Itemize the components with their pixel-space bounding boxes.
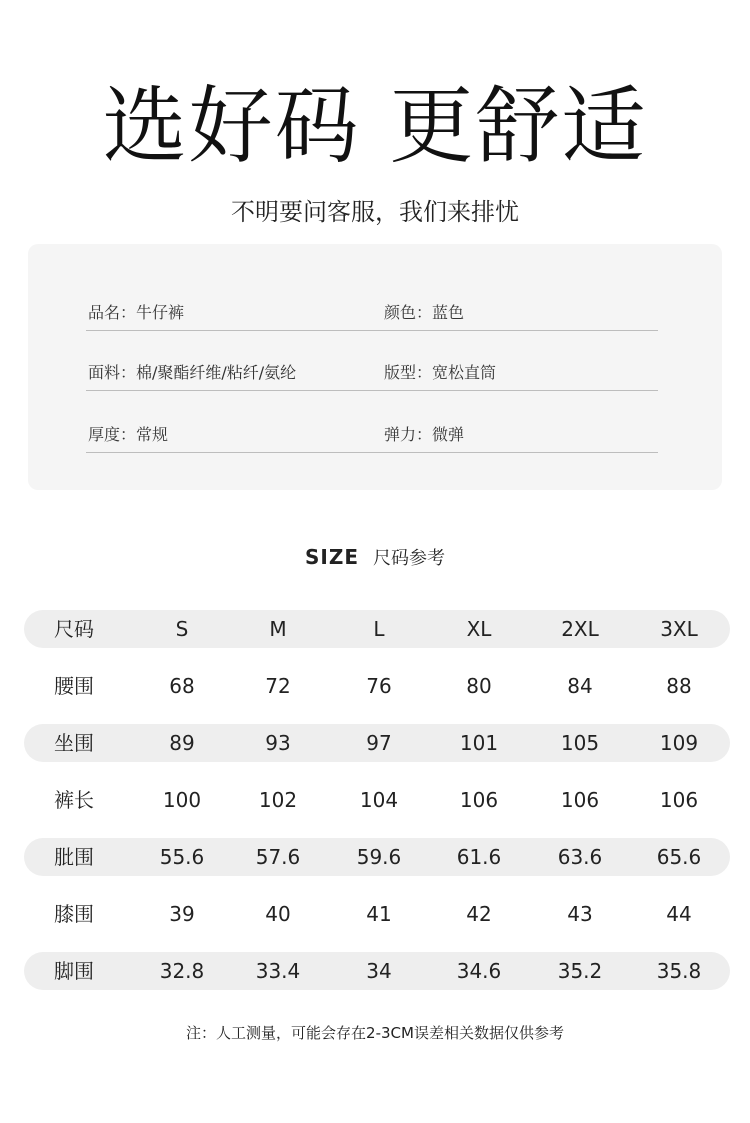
table-cell: 57.6: [255, 845, 301, 869]
table-row: [24, 667, 730, 705]
table-row: [24, 895, 730, 933]
table-cell: 93: [265, 731, 291, 755]
table-row: [24, 781, 730, 819]
table-cell: 104: [359, 788, 399, 812]
size-heading-en: SIZE: [304, 545, 359, 569]
spec-item-thickness: 厚度：常规: [88, 425, 169, 444]
size-table: [24, 610, 730, 1009]
table-row: [24, 952, 730, 990]
table-cell: 63.6: [557, 845, 603, 869]
table-header-cell: S: [175, 617, 189, 641]
table-cell: 106: [459, 788, 499, 812]
size-heading: [0, 544, 750, 570]
measurement-note: 注：人工测量，可能会存在2-3CM误差相关数据仅供参考: [186, 1024, 564, 1042]
table-cell: 55.6: [159, 845, 205, 869]
table-cell: 裤长: [54, 788, 94, 812]
spec-item-fit: 版型：宽松直筒: [384, 363, 497, 382]
table-cell: 32.8: [159, 959, 205, 983]
table-header-cell: XL: [466, 617, 492, 641]
table-cell: 100: [162, 788, 202, 812]
table-cell: 102: [258, 788, 298, 812]
size-heading-cn: 尺码参考: [373, 548, 445, 569]
spec-item-elasticity: 弹力：微弹: [384, 425, 465, 444]
table-cell: 35.2: [557, 959, 603, 983]
table-header-cell: M: [269, 617, 287, 641]
table-cell: 68: [169, 674, 195, 698]
table-cell: 84: [567, 674, 593, 698]
table-cell: 39: [169, 902, 195, 926]
table-header-cell: 尺码: [54, 617, 94, 641]
table-cell: 76: [366, 674, 392, 698]
table-cell: 腰围: [54, 674, 94, 698]
table-header-cell: L: [373, 617, 385, 641]
table-cell: 109: [659, 731, 699, 755]
table-cell: 61.6: [456, 845, 502, 869]
spec-item-color: 颜色：蓝色: [384, 303, 465, 322]
table-cell: 101: [459, 731, 499, 755]
spec-item-name: 品名：牛仔裤: [88, 303, 185, 322]
product-spec-card: [28, 244, 722, 490]
table-cell: 坐围: [54, 731, 94, 755]
table-cell: 42: [466, 902, 492, 926]
table-cell: 膝围: [54, 902, 94, 926]
table-cell: 97: [366, 731, 392, 755]
page-subtitle: 不明要问客服，我们来排忧: [231, 198, 519, 226]
table-row: [24, 724, 730, 762]
table-cell: 35.8: [656, 959, 702, 983]
table-cell: 106: [560, 788, 600, 812]
table-header-row: [24, 610, 730, 648]
table-cell: 33.4: [255, 959, 301, 983]
table-header-cell: 3XL: [660, 617, 698, 641]
table-cell: 106: [659, 788, 699, 812]
table-cell: 105: [560, 731, 600, 755]
table-row: [24, 838, 730, 876]
table-cell: 44: [666, 902, 692, 926]
table-cell: 89: [169, 731, 195, 755]
table-cell: 80: [466, 674, 492, 698]
table-cell: 34: [366, 959, 392, 983]
table-header-cell: 2XL: [561, 617, 599, 641]
table-cell: 34.6: [456, 959, 502, 983]
table-cell: 40: [265, 902, 291, 926]
table-cell: 88: [666, 674, 692, 698]
table-cell: 65.6: [656, 845, 702, 869]
page-title: 选好码 更舒适: [102, 77, 648, 175]
table-cell: 43: [567, 902, 593, 926]
spec-row: [86, 286, 658, 331]
spec-item-fabric: 面料：棉/聚酯纤维/粘纤/氨纶: [88, 363, 297, 382]
table-cell: 59.6: [356, 845, 402, 869]
table-cell: 脚围: [54, 959, 94, 983]
table-cell: 肶围: [54, 845, 94, 869]
table-cell: 41: [366, 902, 392, 926]
spec-row: [86, 408, 658, 453]
spec-row: [86, 346, 658, 391]
table-cell: 72: [265, 674, 291, 698]
